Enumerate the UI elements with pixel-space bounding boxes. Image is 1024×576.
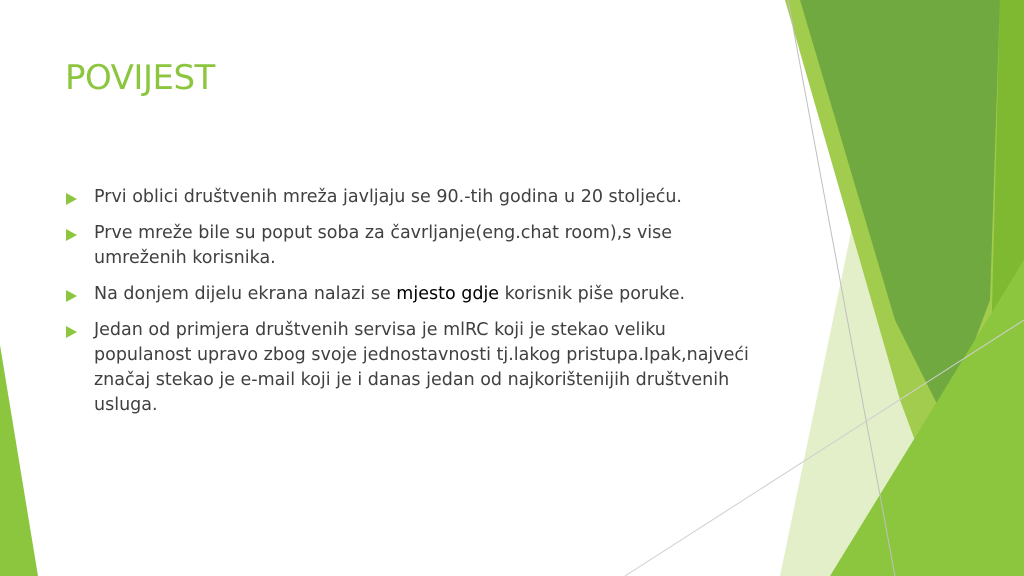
bullet-text: Prvi oblici društvenih mreža javljaju se 90.-tih godina u 20 stoljeću. — [94, 187, 682, 207]
highlighted-text: mjesto gdje — [396, 284, 500, 304]
bullet-text: Prve mreže bile su poput soba za čavrljanje(eng.chat room),s vise umreženih korisnika. — [94, 223, 673, 268]
triangle-right-icon — [66, 326, 77, 338]
bullet-item — [65, 318, 765, 418]
triangle-right-icon — [66, 290, 77, 302]
left-green-shape — [0, 345, 38, 576]
bullet-item — [65, 185, 765, 210]
bullet-list — [65, 185, 765, 429]
bullet-text-end: korisnik piše poruke. — [499, 284, 686, 304]
bullet-text-start: Na donjem dijelu ekrana nalazi se — [94, 284, 397, 304]
slide-title: POVIJEST — [65, 58, 215, 98]
triangle-right-icon — [66, 193, 77, 205]
bullet-item — [65, 221, 765, 271]
bullet-text: Jedan od primjera društvenih servisa je mlRC koji je stekao veliku populanost upravo zbog svoje jednostavnosti tj.lakog pristupa.Ipak,najveći značaj stekao je e-mail koji je i danas jedan od najkorištenijih društvenih usluga. — [94, 320, 749, 415]
triangle-right-icon — [66, 229, 77, 241]
bullet-item — [65, 282, 765, 307]
